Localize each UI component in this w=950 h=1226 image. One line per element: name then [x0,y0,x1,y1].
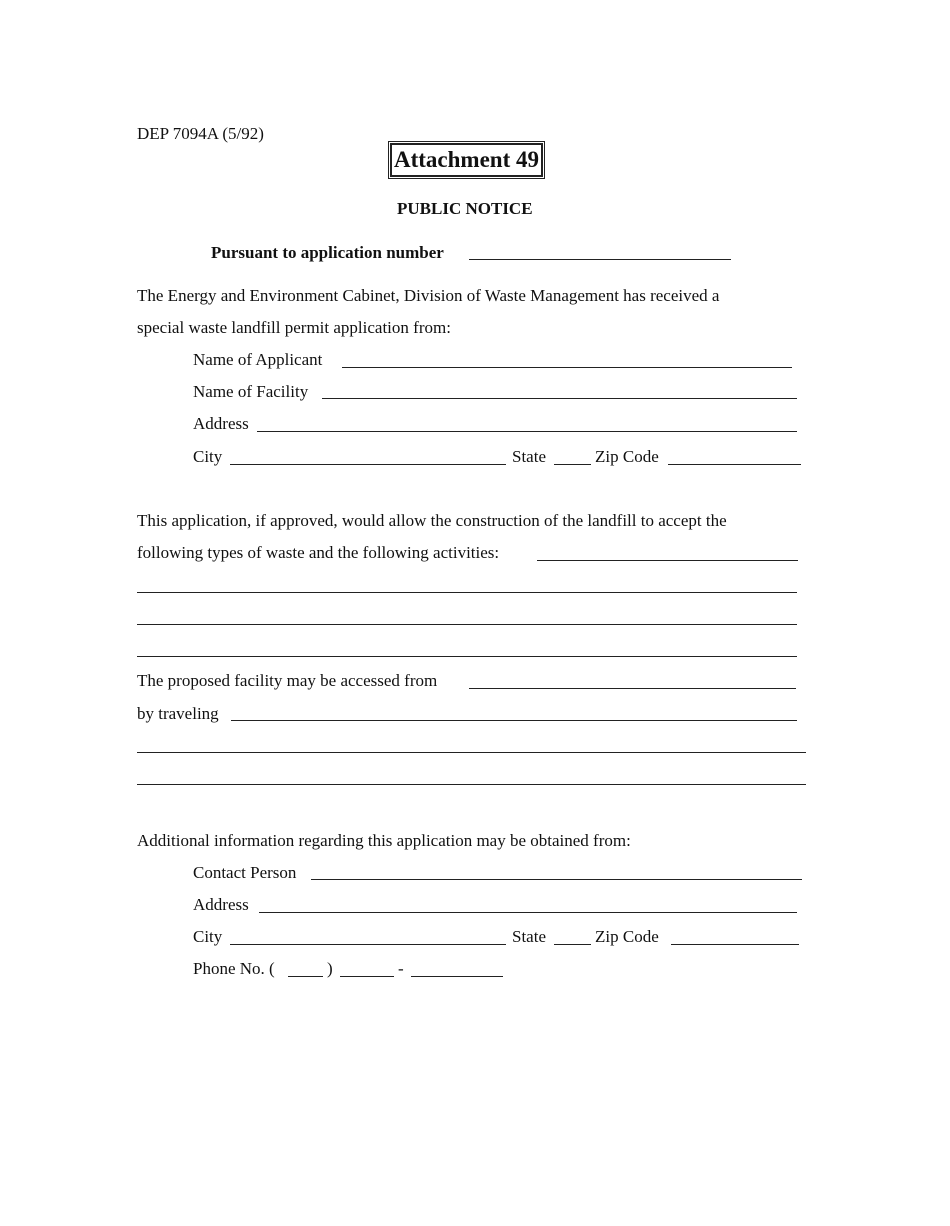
traveling-line-2[interactable] [137,752,806,753]
phone-area-code-field[interactable] [288,976,323,977]
applicant-zip-field[interactable] [668,464,801,465]
applicant-city-label: City [193,447,223,466]
phone-line-field[interactable] [411,976,503,977]
phone-prefix-field[interactable] [340,976,394,977]
contact-zip-field[interactable] [671,944,799,945]
applicant-name-label: Name of Applicant [193,350,323,369]
accessed-from-label: The proposed facility may be accessed from [137,671,438,690]
intro-line-1: The Energy and Environment Cabinet, Division of Waste Management has received a [137,286,720,305]
form-id: DEP 7094A (5/92) [137,124,264,143]
traveling-line-3[interactable] [137,784,806,785]
applicant-address-field[interactable] [257,431,797,432]
waste-line-1: This application, if approved, would allow the construction of the landfill to accept the [137,511,727,530]
accessed-from-field[interactable] [469,688,796,689]
applicant-city-field[interactable] [230,464,506,465]
contact-state-label: State [512,927,546,946]
contact-address-label: Address [193,895,249,914]
contact-person-field[interactable] [311,879,802,880]
facility-name-label: Name of Facility [193,382,309,401]
contact-city-field[interactable] [230,944,506,945]
traveling-field[interactable] [231,720,797,721]
application-number-field[interactable] [469,259,731,260]
facility-name-field[interactable] [322,398,797,399]
applicant-zip-label: Zip Code [595,447,659,466]
contact-zip-label: Zip Code [595,927,659,946]
contact-state-field[interactable] [554,944,591,945]
intro-line-2: special waste landfill permit application from: [137,318,451,337]
waste-types-field[interactable] [537,560,798,561]
applicant-name-field[interactable] [342,367,792,368]
attachment-label: Attachment 49 [390,143,543,177]
waste-types-line-2[interactable] [137,592,797,593]
waste-line-2: following types of waste and the following activities: [137,543,500,562]
traveling-label: by traveling [137,704,219,723]
phone-label: Phone No. ( [193,959,275,978]
phone-dash: - [398,959,404,978]
contact-person-label: Contact Person [193,863,297,882]
pursuant-label: Pursuant to application number [211,243,444,262]
waste-types-line-4[interactable] [137,656,797,657]
applicant-state-label: State [512,447,546,466]
phone-close-paren: ) [327,959,333,978]
contact-intro: Additional information regarding this application may be obtained from: [137,831,631,850]
contact-city-label: City [193,927,223,946]
applicant-address-label: Address [193,414,249,433]
waste-types-line-3[interactable] [137,624,797,625]
applicant-state-field[interactable] [554,464,591,465]
contact-address-field[interactable] [259,912,797,913]
page-title: PUBLIC NOTICE [397,199,533,218]
